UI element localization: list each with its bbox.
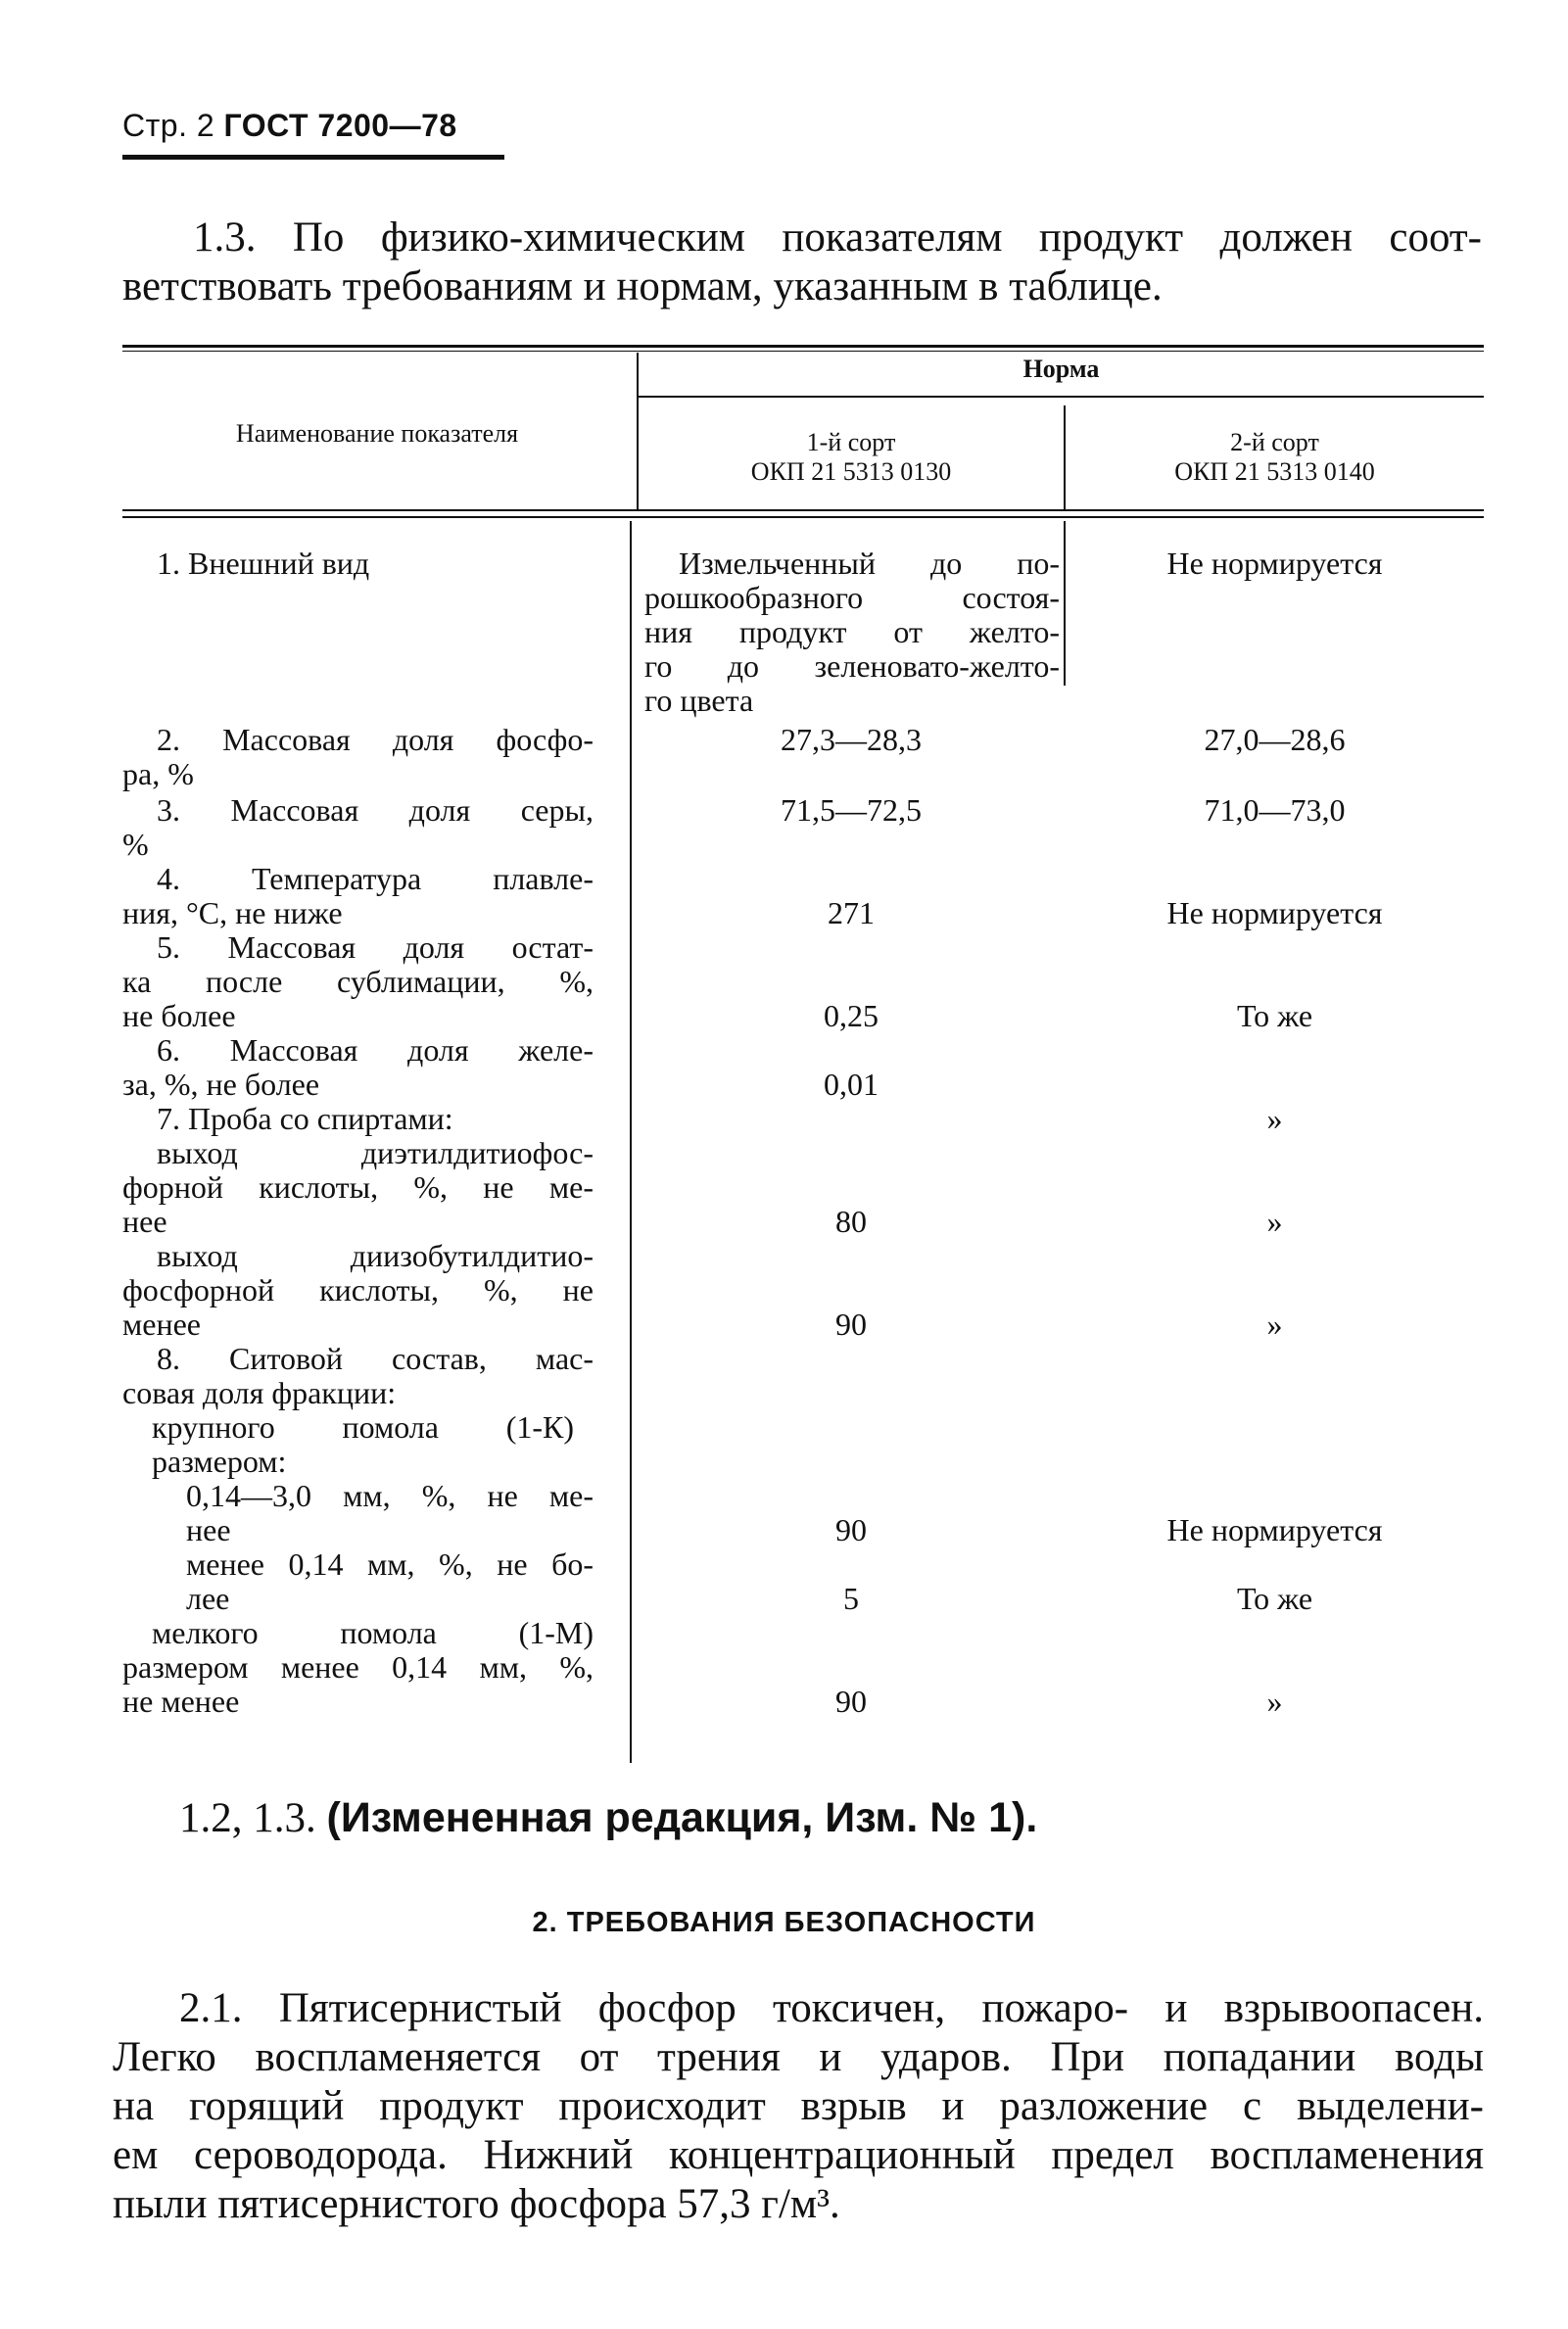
grade1-value: 271 [828, 895, 875, 930]
appearance-line: Измельченный до по- [679, 546, 1060, 581]
indicator-name-line: за, %, не более [122, 1067, 320, 1102]
grade2-value: 71,0—73,0 [1204, 792, 1346, 828]
table-top-rule-thin [122, 351, 1484, 352]
appearance-line: го цвета [644, 683, 754, 718]
indicator-name-line: не более [122, 998, 236, 1033]
grade2-value: То же [1236, 1581, 1313, 1616]
indicator-name-line: 6. Массовая доля желе- [157, 1032, 594, 1068]
grade1-value: 90 [835, 1307, 867, 1342]
grade1-value: 90 [835, 1512, 867, 1547]
column-divider-1-body [630, 521, 632, 1763]
indicator-name-line: выход диизобутилдитио- [157, 1238, 594, 1273]
appearance-line: го до зеленовато-желто- [644, 648, 1060, 684]
grade1-value: 27,3—28,3 [781, 722, 922, 757]
grade2-value: То же [1236, 998, 1313, 1033]
norm-header-rule [639, 396, 1484, 398]
indicator-name-line: размером менее 0,14 мм, %, [122, 1649, 594, 1685]
indicator-name-line: 5. Массовая доля остат- [157, 929, 594, 965]
appearance-description [644, 547, 1060, 718]
indicator-name-line: 7. Проба со спиртами: [157, 1101, 453, 1136]
header-underline [122, 155, 504, 160]
appearance-line: ния продукт от желто- [644, 614, 1060, 649]
grade2-value: Не нормируется [1166, 895, 1383, 930]
indicator-name-line: размером: [152, 1444, 287, 1479]
grade2-value: » [1266, 1684, 1283, 1719]
indicator-name-line: нее [186, 1512, 231, 1547]
indicator-name-line: выход диэтилдитиофос- [157, 1135, 594, 1170]
indicator-name-line: менее 0,14 мм, %, не бо- [186, 1546, 594, 1582]
grade2-header [1066, 428, 1484, 487]
indicator-name-line: ра, % [122, 756, 194, 791]
indicator-name-line: 1. Внешний вид [157, 546, 370, 581]
grade2-title: 2-й сорт [1230, 428, 1319, 456]
paragraph-line: ветствовать требованиям и нормам, указанным в таблице. [122, 263, 1163, 309]
indicator-name-line: нее [122, 1204, 167, 1239]
indicator-name-line: 3. Массовая доля серы, [157, 792, 594, 828]
indicator-name-line: мелкого помола (1-М) [152, 1615, 594, 1650]
grade1-title: 1-й сорт [806, 428, 896, 456]
grade2-value: » [1266, 1307, 1283, 1342]
edition-note-text: (Измененная редакция, Изм. № 1). [326, 1794, 1038, 1841]
paragraph-1-3 [122, 214, 1482, 311]
appearance-line: рошкообразного состоя- [644, 580, 1060, 615]
indicator-name-line: не менее [122, 1684, 240, 1719]
paragraph-line: 2.1. Пятисернистый фосфор токсичен, пожаро- и взрывоопасен. [179, 1985, 1484, 2031]
paragraph-2-1 [113, 1984, 1484, 2229]
grade2-value: Не нормируется [1166, 546, 1383, 581]
grade1-header [639, 428, 1064, 487]
indicator-name-line: форной кислоты, %, не ме- [122, 1169, 594, 1205]
header-bottom-rule-2 [122, 516, 1484, 518]
grade2-code: ОКП 21 5313 0140 [1174, 457, 1375, 486]
indicator-name-line: лее [186, 1581, 230, 1616]
page-number: Стр. 2 [122, 108, 215, 143]
grade1-value: 90 [835, 1684, 867, 1719]
indicator-name-line: фосфорной кислоты, %, не [122, 1272, 594, 1307]
indicator-name-line: 8. Ситовой состав, мас- [157, 1341, 594, 1376]
header-bottom-rule [122, 509, 1484, 511]
grade2-value: Не нормируется [1166, 1512, 1383, 1547]
column-header-name: Наименование показателя [235, 419, 519, 448]
indicator-name-line: ния, °С, не ниже [122, 895, 343, 930]
standard-number: ГОСТ 7200—78 [223, 108, 457, 143]
grade1-value: 0,25 [824, 998, 879, 1033]
column-header-norm: Норма [1022, 355, 1100, 383]
indicator-name-line: крупного помола (1-К) [152, 1409, 574, 1445]
paragraph-line: ем сероводорода. Нижний концентрационный предел воспламенения [113, 2132, 1484, 2178]
grade2-value: » [1266, 1204, 1283, 1239]
grade2-value: » [1266, 1101, 1283, 1136]
grade2-value: 27,0—28,6 [1204, 722, 1346, 757]
indicator-name-line: ка после сублимации, %, [122, 964, 594, 999]
indicator-name-line: менее [122, 1307, 201, 1342]
paragraph-line: Легко воспламеняется от трения и ударов. При попадании воды [113, 2034, 1484, 2080]
indicator-name-line: 0,14—3,0 мм, %, не ме- [186, 1478, 594, 1513]
indicator-name-line: 2. Массовая доля фосфо- [157, 722, 594, 757]
table-top-rule [122, 345, 1484, 348]
page-header [122, 108, 457, 144]
grade1-code: ОКП 21 5313 0130 [750, 457, 952, 486]
indicator-name-line: совая доля фракции: [122, 1375, 397, 1410]
paragraph-line: на горящий продукт происходит взрыв и разложение с выделени- [113, 2083, 1484, 2129]
paragraph-line: пыли пятисернистого фосфора 57,3 г/м³. [113, 2181, 840, 2227]
indicator-name-line: % [122, 827, 149, 862]
grade1-value: 5 [843, 1581, 859, 1616]
section-2-title: 2. ТРЕБОВАНИЯ БЕЗОПАСНОСТИ [532, 1907, 1036, 1938]
indicator-name-line: 4. Температура плавле- [157, 861, 594, 896]
grade1-value: 80 [835, 1204, 867, 1239]
grade1-value: 0,01 [824, 1067, 879, 1102]
edition-note [179, 1794, 1037, 1842]
grade1-value: 71,5—72,5 [781, 792, 922, 828]
edition-note-prefix: 1.2, 1.3. [179, 1795, 316, 1841]
paragraph-line: 1.3. По физико-химическим показателям продукт должен соот- [193, 214, 1482, 261]
